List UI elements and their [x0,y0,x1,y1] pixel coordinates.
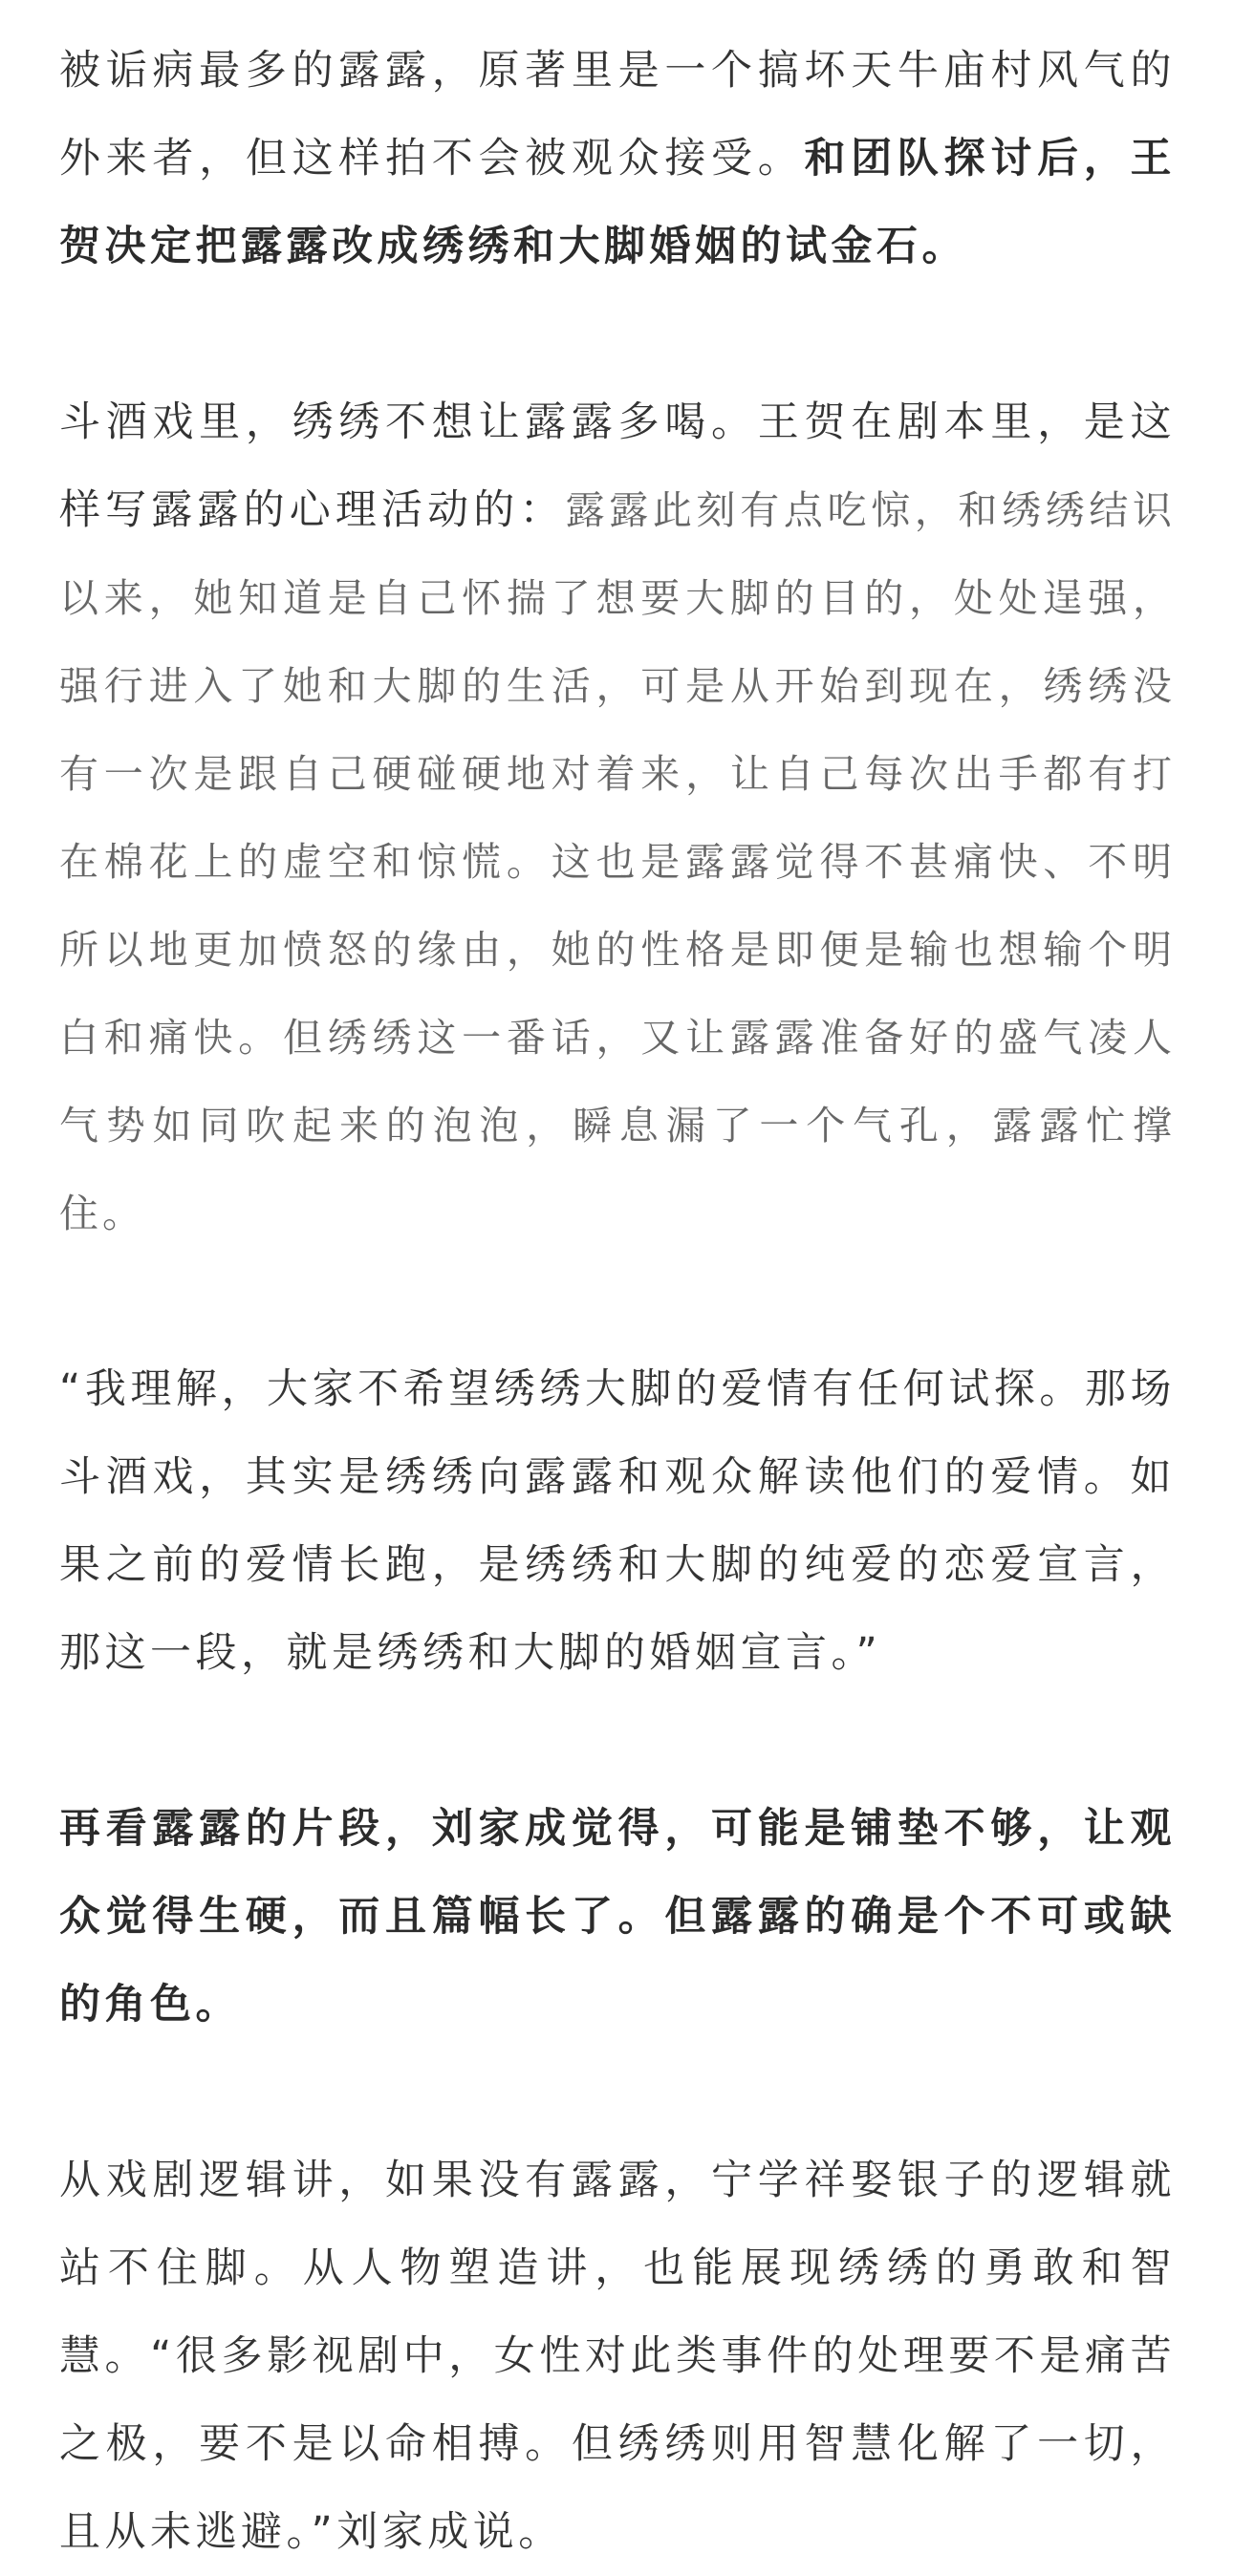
paragraph-4-bold: 再看露露的片段，刘家成觉得，可能是铺垫不够，让观众觉得生硬，而且篇幅长了。但露露的确是个不可或缺的角色。 [59,1805,1176,2029]
script-excerpt: 露露此刻有点吃惊，和绣绣结识以来，她知道是自己怀揣了想要大脚的目的，处处逞强，强行进入了她和大脚的生活，可是从开始到现在，绣绣没有一次是跟自己硬碰硬地对着来，让自己每次出手都有打在棉花上的虚空和惊慌。这也是露露觉得不甚痛快、不明所以地更加愤怒的缘由，她的性格是即便是输也想输个明白和痛快。但绣绣这一番话，又让露露准备好的盛气凌人气势如同吹起来的泡泡，瞬息漏了一个气孔，露露忙撑住。 [59,487,1177,1236]
paragraph-1 [59,27,1176,290]
article-body [59,27,1176,2576]
paragraph-3: “我理解，大家不希望绣绣大脚的爱情有任何试探。那场斗酒戏，其实是绣绣向露露和观众解读他们的爱情。如果之前的爱情长跑，是绣绣和大脚的纯爱的恋爱宣言，那这一段，就是绣绣和大脚的婚姻宣言。” [59,1365,1176,1677]
paragraph-2 [59,378,1176,1257]
paragraph-5: 从戏剧逻辑讲，如果没有露露，宁学祥娶银子的逻辑就站不住脚。从人物塑造讲，也能展现绣绣的勇敢和智慧。“很多影视剧中，女性对此类事件的处理要不是痛苦之极，要不是以命相搏。但绣绣则用智慧化解了一切，且从未逃避。”刘家成说。 [59,2157,1176,2556]
paragraph-2-text: 斗酒戏里，绣绣不想让露露多喝。王贺在剧本里，是这样写露露的心理活动的： [59,398,1176,534]
paragraph-1-text: 被诟病最多的露露，原著里是一个搞坏天牛庙村风气的外来者，但这样拍不会被观众接受。 [59,47,1176,182]
paragraph-1-bold-text: 和团队探讨后，王贺决定把露露改成绣绣和大脚婚姻的试金石。 [59,135,1177,270]
